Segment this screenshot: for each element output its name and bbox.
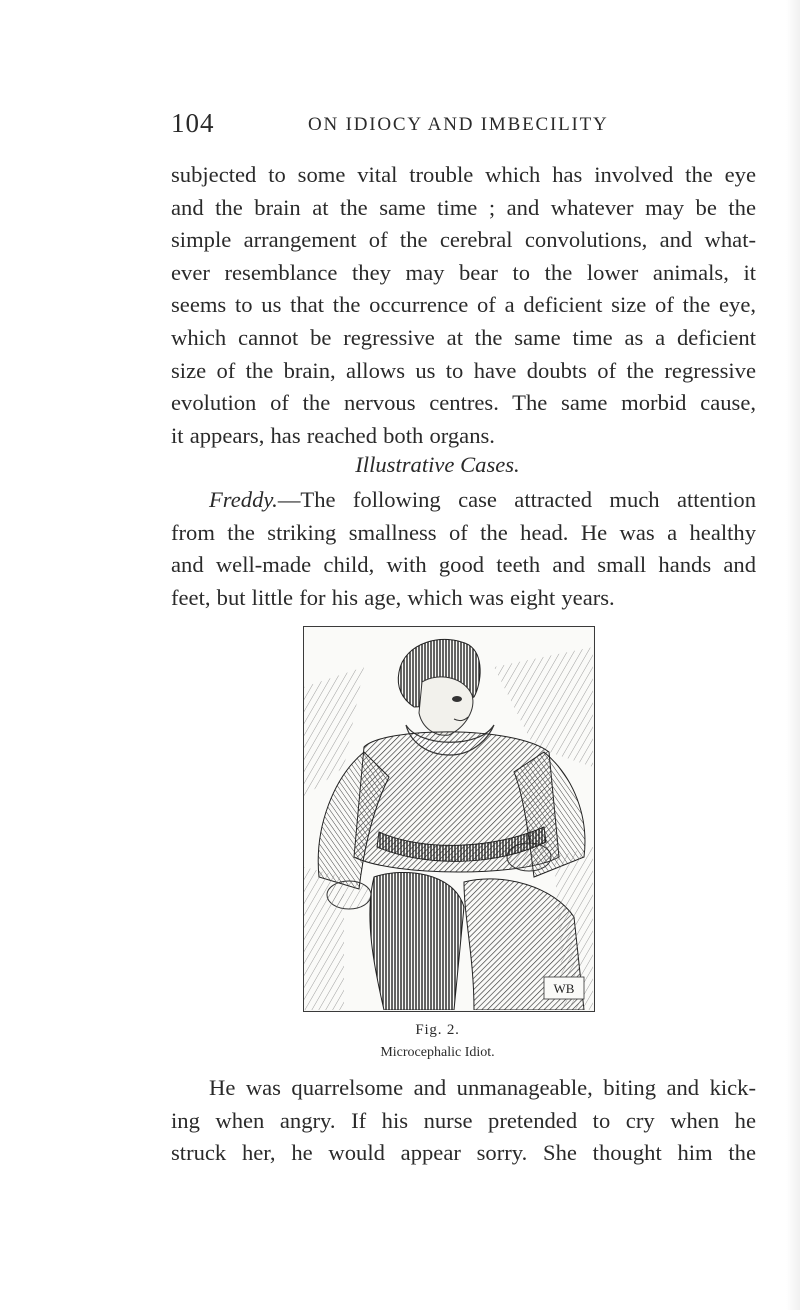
text-line: from the striking smallness of the head. He was a healthy	[171, 519, 756, 545]
running-head: ON IDIOCY AND IMBECILITY	[308, 114, 609, 135]
case-name: Freddy.	[209, 487, 278, 512]
text-line: it appears, has reached both organs.	[171, 422, 495, 448]
paragraph-1	[171, 159, 756, 452]
page-number: 104	[171, 108, 215, 138]
text-line: and well-made child, with good teeth and small hands and	[171, 552, 756, 578]
page-edge-shadow	[786, 0, 800, 1310]
paragraph-2	[171, 484, 756, 614]
text-line: feet, but little for his age, which was eight years.	[171, 584, 615, 610]
text-line: and the brain at the same time ; and whatever may be the	[171, 194, 756, 220]
text-line: which cannot be regressive at the same time as a deficient	[171, 324, 756, 350]
left-leg	[370, 872, 464, 1010]
engraving-drawing	[304, 627, 593, 1010]
figure-illustration	[303, 626, 595, 1012]
eye	[452, 696, 462, 702]
text-line: ever resemblance they may bear to the lower animals, it	[171, 259, 756, 285]
text-line: subjected to some vital trouble which has involved the eye	[171, 162, 756, 187]
text-line: ing when angry. If his nurse pretended to cry when he	[171, 1107, 756, 1133]
figure-label: Fig. 2.	[415, 1022, 460, 1038]
section-heading: Illustrative Cases.	[355, 452, 520, 477]
text-line: evolution of the nervous centres. The same morbid cause,	[171, 390, 756, 416]
text-line: simple arrangement of the cerebral convolutions, and what-	[171, 227, 756, 253]
text-line: He was quarrelsome and unmanageable, biting and kick-	[209, 1075, 756, 1100]
text-line: struck her, he would appear sorry. She thought him the	[171, 1140, 756, 1166]
page-header	[171, 108, 756, 142]
text-line: seems to us that the occurrence of a deficient size of the eye,	[171, 292, 756, 318]
engraver-monogram: WB	[553, 981, 575, 996]
paragraph-3	[171, 1072, 756, 1170]
text-line	[171, 484, 756, 517]
chair-shading	[304, 867, 344, 1010]
text-run: —The following case attracted much attention	[277, 487, 756, 512]
text-line: size of the brain, allows us to have doubts of the regressive	[171, 357, 756, 383]
figure-caption: Microcephalic Idiot.	[380, 1045, 495, 1060]
